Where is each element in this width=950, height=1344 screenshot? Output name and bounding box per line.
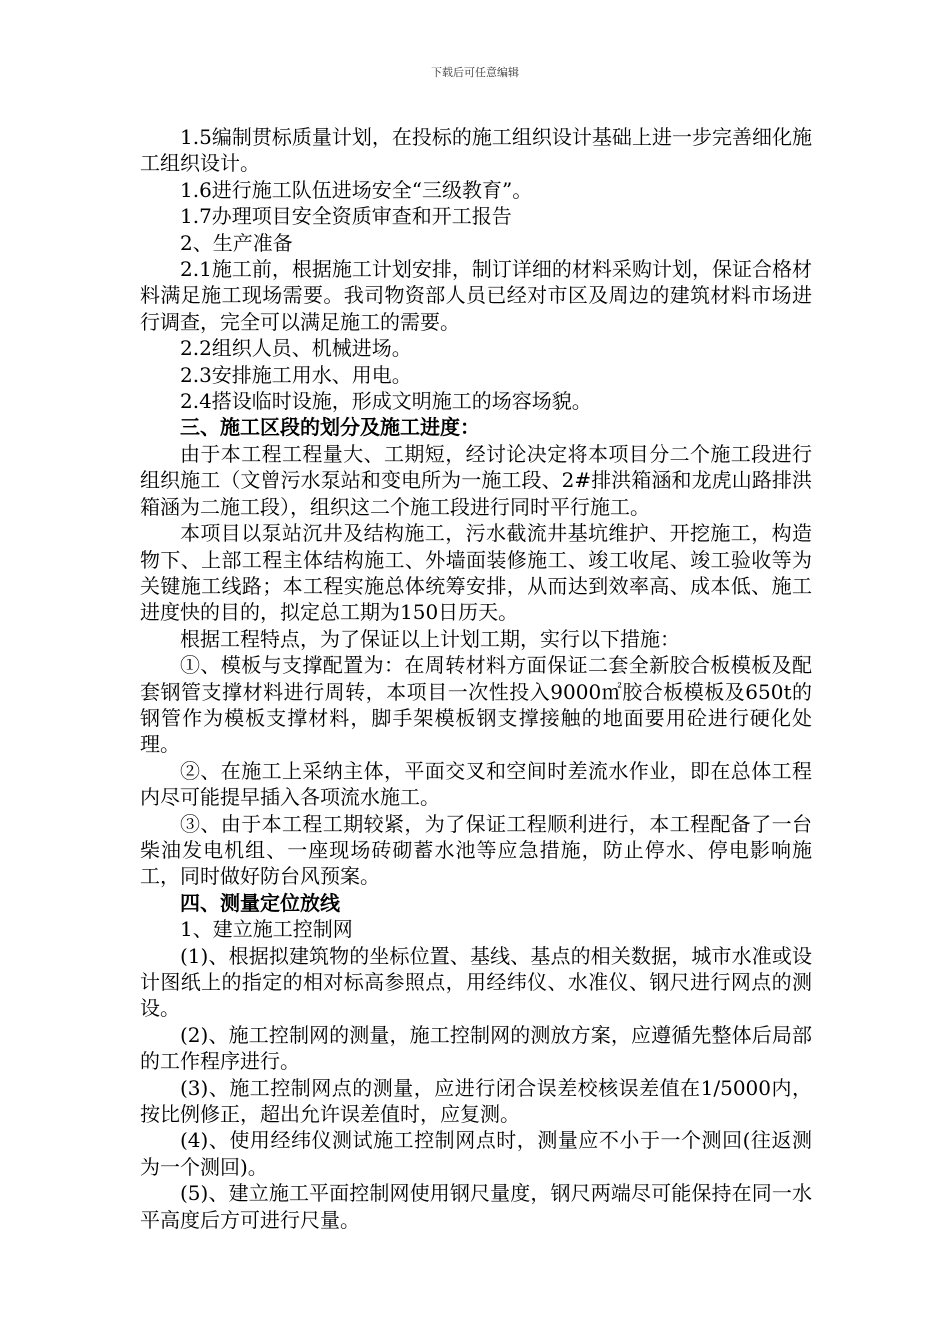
paragraph-survey-3: (3)、施工控制网点的测量，应进行闭合误差校核误差值在1/5000内，按比例修正，超出允许误差值时，应复测。: [140, 1075, 812, 1127]
paragraph-1-5: 1.5编制贯标质量计划，在投标的施工组织设计基础上进一步完善细化施工组织设计。: [140, 125, 812, 176]
paragraph-survey-1: (1)、根据拟建筑物的坐标位置、基线、基点的相关数据，城市水准或设计图纸上的指定的相对标高参照点，用经纬仪、水准仪、钢尺进行网点的测设。: [140, 943, 812, 1021]
page-header-note: 下载后可任意编辑: [431, 66, 519, 79]
paragraph-measure-3: ③、由于本工程工期较紧，为了保证工程顺利进行，本工程配备了一台柴油发电机组、一座现场砖砌蓄水池等应急措施，防止停水、停电影响施工，同时做好防台风预案。: [140, 811, 812, 889]
paragraph-survey-2: (2)、施工控制网的测量，施工控制网的测放方案，应遵循先整体后局部的工作程序进行。: [140, 1022, 812, 1074]
paragraph-critical-path: 本项目以泵站沉井及结构施工，污水截流井基坑维护、开挖施工，构造物下、上部工程主体结构施工、外墙面装修施工、竣工收尾、竣工验收等为关键施工线路；本工程实施总体统筹安排，从而达到效率高、成本低、施工进度快的目的，拟定总工期为150日历天。: [140, 521, 812, 625]
paragraph-1-7: 1.7办理项目安全资质审查和开工报告: [180, 204, 512, 229]
paragraph-1-6: 1.6进行施工队伍进场安全“三级教育”。: [180, 177, 533, 202]
subheading-production-prep: 2、生产准备: [180, 230, 293, 255]
heading-section-4: 四、测量定位放线: [180, 890, 340, 915]
paragraph-measures-intro: 根据工程特点，为了保证以上计划工期，实行以下措施：: [180, 626, 680, 651]
paragraph-2-4: 2.4搭设临时设施，形成文明施工的场容场貌。: [180, 389, 592, 414]
heading-section-3: 三、施工区段的划分及施工进度：: [180, 415, 480, 440]
subheading-control-network: 1、建立施工控制网: [180, 917, 353, 942]
paragraph-survey-4: (4)、使用经纬仪测试施工控制网点时，测量应不小于一个测回(往返测为一个测回)。: [140, 1128, 812, 1179]
paragraph-2-3: 2.3安排施工用水、用电。: [180, 362, 412, 387]
paragraph-2-1: 2.1施工前，根据施工计划安排，制订详细的材料采购计划，保证合格材料满足施工现场需要。我司物资部人员已经对市区及周边的建筑材料市场进行调查，完全可以满足施工的需要。: [140, 257, 812, 334]
paragraph-2-2: 2.2组织人员、机械进场。: [180, 336, 412, 361]
paragraph-section-division: 由于本工程工程量大、工期短，经讨论决定将本项目分二个施工段进行组织施工（文曾污水泵站和变电所为一施工段、2#排洪箱涵和龙虎山路排洪箱涵为二施工段），组织这二个施工段进行同时平行施工。: [140, 441, 812, 519]
paragraph-survey-5: (5)、建立施工平面控制网使用钢尺量度，钢尺两端尽可能保持在同一水平高度后方可进行尺量。: [140, 1181, 812, 1232]
document-body: [140, 124, 812, 1233]
paragraph-measure-2: ②、在施工上采纳主体，平面交叉和空间时差流水作业，即在总体工程内尽可能提早插入各项流水施工。: [140, 758, 812, 810]
paragraph-measure-1: ①、模板与支撑配置为：在周转材料方面保证二套全新胶合板模板及配套钢管支撑材料进行周转，本项目一次性投入9000㎡胶合板模板及650t的钢管作为模板支撑材料，脚手架模板钢支撑接触的地面要用砼进行硬化处理。: [140, 653, 812, 757]
